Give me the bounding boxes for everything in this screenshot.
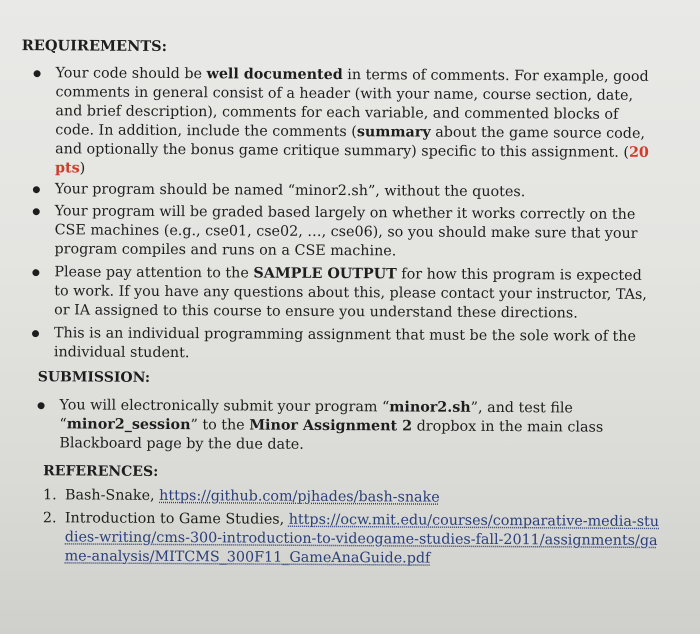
- sub-text-d: dropbox in the main class Blackboard page by the due date.: [59, 418, 604, 453]
- bullet-icon: [32, 330, 39, 337]
- bullet-icon: [33, 186, 40, 193]
- reference-title: Introduction to Game Studies,: [64, 510, 289, 528]
- references-heading: REFERENCES:: [43, 463, 159, 480]
- req4-bold: SAMPLE OUTPUT: [253, 265, 397, 283]
- bullet-icon: [38, 402, 45, 409]
- requirement-item-naming: [29, 180, 649, 203]
- requirements-heading: REQUIREMENTS:: [21, 37, 168, 55]
- reference-link[interactable]: https://ocw.mit.edu/courses/comparative-media-studies-writing/cms-300-introduction-to-videogame-studies-fall-2011/assignments/game-analysis/MITCMS_300F11_GameAnaGuide.pdf: [64, 511, 660, 567]
- req1-bold-a: well documented: [206, 66, 343, 84]
- requirement-item-sample-output: [28, 263, 648, 324]
- req5-text: This is an individual programming assignment that must be the sole work of the individual student.: [53, 325, 637, 362]
- requirement-item-grading: [28, 202, 648, 263]
- req1-text-d: ): [79, 160, 86, 177]
- req2-text: Your program should be named “minor2.sh”, without the quotes.: [54, 181, 526, 201]
- reference-item-game-studies: [43, 509, 663, 570]
- req1-bold-b: summary: [356, 124, 431, 141]
- reference-link[interactable]: https://github.com/pjhades/bash-snake: [159, 487, 440, 506]
- assignment-sheet: [2, 8, 696, 634]
- requirements-list: [28, 64, 650, 366]
- submission-heading: SUBMISSION:: [37, 369, 151, 386]
- references-list: [43, 486, 664, 574]
- requirement-item-documentation: [29, 64, 650, 182]
- bullet-icon: [34, 70, 41, 77]
- sub-bold-a: minor2.sh: [389, 399, 471, 416]
- req1-text-a: Your code should be: [55, 65, 207, 83]
- requirement-item-individual: [28, 324, 648, 366]
- reference-item-bash-snake: [43, 486, 663, 509]
- bullet-icon: [33, 208, 40, 215]
- reference-title: Bash-Snake,: [64, 487, 160, 504]
- sub-text-c: ” to the: [190, 417, 250, 434]
- req3-text: Your program will be graded based largely on whether it works correctly on the CSE machines (e.g., cse01, cse02, …, cse06), so you should make sure that your program compiles and runs on a CSE machine.: [54, 203, 638, 260]
- points-label: 20 pts: [54, 144, 649, 177]
- req1-text-c: about the game source code, and optionally the bonus game critique summary) specific to this assignment. (: [55, 124, 646, 161]
- req4-text-a: Please pay attention to the: [54, 264, 254, 282]
- reference-number: 2.: [42, 510, 57, 527]
- sub-bold-b: minor2_session: [66, 416, 191, 434]
- sub-text-b: ”, and test file “: [59, 399, 573, 433]
- reference-number: 1.: [42, 487, 57, 504]
- submission-item: [33, 396, 653, 457]
- bullet-icon: [32, 269, 39, 276]
- sub-text-a: You will electronically submit your program “: [59, 397, 390, 416]
- req4-text-b: for how this program is expected to work. If you have any questions about this, please contact your instructor, TAs, or IA assigned to this course to ensure you understand these directions.: [54, 266, 647, 322]
- sub-bold-c: Minor Assignment 2: [249, 417, 413, 435]
- submission-list: [33, 396, 653, 457]
- req1-text-b: in terms of comments. For example, good comments in general consist of a header (with your name, course section, date, and brief description), comments for each variable, and commented blocks of code. In addition, include the comments (: [55, 67, 649, 141]
